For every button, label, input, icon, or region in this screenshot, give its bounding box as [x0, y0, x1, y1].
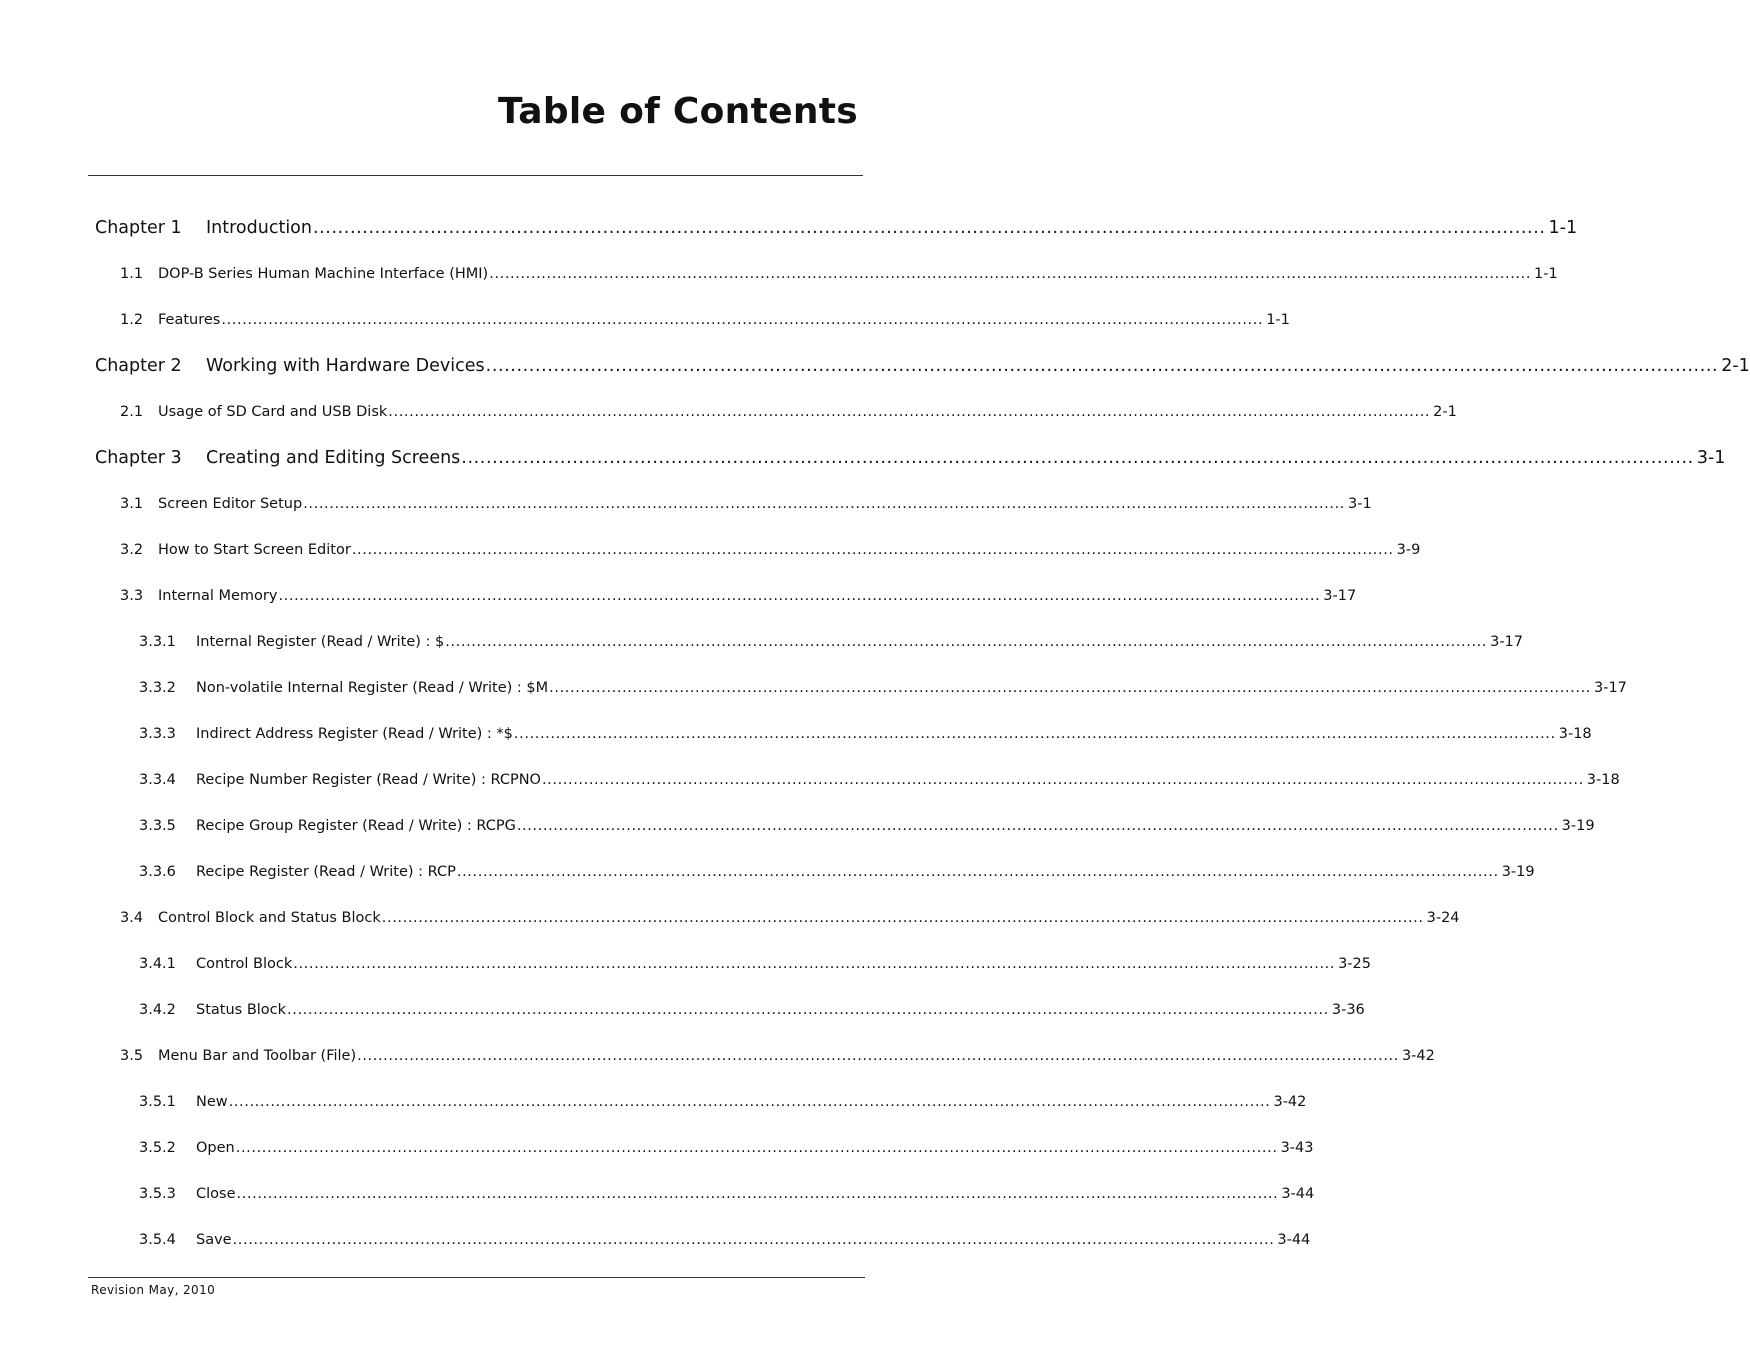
toc-entry-1-1[interactable] [120, 261, 1558, 287]
dot-leader: ........................................................................................................................................................................................................ [513, 726, 1556, 742]
toc-entry-label: Internal Register (Read / Write) : $ [196, 634, 445, 650]
toc-entry-label: Indirect Address Register (Read / Write) : *$ [196, 726, 513, 742]
toc-entry-chapter-2[interactable] [95, 353, 1750, 379]
toc-entry-3-4-2[interactable] [139, 997, 1365, 1023]
toc-entry-number: 3.4.1 [139, 956, 176, 972]
toc-entry-label: Usage of SD Card and USB Disk [158, 404, 388, 420]
toc-entry-label: Creating and Editing Screens [206, 448, 461, 468]
dot-leader: ........................................................................................................................................................................................................ [351, 542, 1394, 558]
page-title: Table of Contents [498, 91, 858, 132]
toc-entry-number: 3.5.1 [139, 1094, 176, 1110]
toc-entry-page: 3-44 [1277, 1232, 1311, 1248]
toc-entry-label: Control Block and Status Block [158, 910, 381, 926]
toc-entry-number: 3.3.5 [139, 818, 176, 834]
toc-entry-number: 3.1 [120, 496, 144, 512]
toc-entry-number: 1.2 [120, 312, 144, 328]
toc-entry-page: 2-1 [1433, 404, 1457, 420]
toc-entry-page: 3-17 [1594, 680, 1627, 696]
title-divider [88, 175, 863, 176]
toc-entry-number: 1.1 [120, 266, 144, 282]
toc-entry-3-3-3[interactable] [139, 721, 1592, 747]
toc-entry-label: Recipe Register (Read / Write) : RCP [196, 864, 456, 880]
toc-entry-label: Non-volatile Internal Register (Read / Write) : $M [196, 680, 549, 696]
toc-entry-page: 3-42 [1273, 1094, 1307, 1110]
toc-entry-3-5-4[interactable] [139, 1227, 1311, 1253]
toc-entry-page: 1-1 [1534, 266, 1558, 282]
dot-leader: ........................................................................................................................................................................................................ [461, 448, 1694, 468]
toc-entry-chapter-1[interactable] [95, 215, 1578, 241]
dot-leader: ........................................................................................................................................................................................................ [312, 218, 1546, 238]
toc-entry-label: Recipe Group Register (Read / Write) : RCPG [196, 818, 516, 834]
dot-leader: ........................................................................................................................................................................................................ [278, 588, 1321, 604]
toc-entry-3-5-2[interactable] [139, 1135, 1314, 1161]
toc-entry-3-3-5[interactable] [139, 813, 1595, 839]
toc-entry-page: 2-1 [1721, 356, 1750, 376]
dot-leader: ........................................................................................................................................................................................................ [381, 910, 1424, 926]
toc-entry-label: New [196, 1094, 228, 1110]
dot-leader: ........................................................................................................................................................................................................ [388, 404, 1431, 420]
dot-leader: ........................................................................................................................................................................................................ [485, 356, 1719, 376]
toc-entry-page: 3-19 [1561, 818, 1595, 834]
toc-entry-page: 3-1 [1696, 448, 1726, 468]
toc-entry-number: 3.3.3 [139, 726, 176, 742]
dot-leader: ........................................................................................................................................................................................................ [232, 1232, 1275, 1248]
dot-leader: ........................................................................................................................................................................................................ [235, 1140, 1278, 1156]
toc-entry-number: 2.1 [120, 404, 144, 420]
toc-entry-number: 3.5.4 [139, 1232, 176, 1248]
toc-entry-number: 3.2 [120, 542, 144, 558]
toc-entry-3-5-3[interactable] [139, 1181, 1315, 1207]
toc-entry-page: 3-25 [1338, 956, 1371, 972]
toc-entry-label: Working with Hardware Devices [206, 356, 485, 376]
toc-entry-number: 3.3.1 [139, 634, 176, 650]
toc-entry-label: Features [158, 312, 221, 328]
dot-leader: ........................................................................................................................................................................................................ [287, 1002, 1329, 1018]
toc-entry-number: 3.5 [120, 1048, 144, 1064]
dot-leader: ........................................................................................................................................................................................................ [549, 680, 1591, 696]
toc-entry-label: Recipe Number Register (Read / Write) : RCPNO [196, 772, 541, 788]
toc-entry-3-4-1[interactable] [139, 951, 1371, 977]
toc-entry-1-2[interactable] [120, 307, 1290, 333]
dot-leader: ........................................................................................................................................................................................................ [541, 772, 1584, 788]
toc-entry-number: Chapter 3 [95, 448, 182, 468]
toc-entry-label: DOP-B Series Human Machine Interface (HMI) [158, 266, 489, 282]
footer-revision: Revision May, 2010 [91, 1283, 216, 1297]
toc-entry-3-3-2[interactable] [139, 675, 1627, 701]
toc-entry-label: Status Block [196, 1002, 287, 1018]
dot-leader: ........................................................................................................................................................................................................ [303, 496, 1346, 512]
toc-entry-3-5-1[interactable] [139, 1089, 1307, 1115]
dot-leader: ........................................................................................................................................................................................................ [228, 1094, 1271, 1110]
toc-entry-label: Control Block [196, 956, 293, 972]
dot-leader: ........................................................................................................................................................................................................ [293, 956, 1336, 972]
toc-entry-number: 3.4 [120, 910, 144, 926]
toc-entry-3-3-4[interactable] [139, 767, 1620, 793]
toc-entry-label: Save [196, 1232, 232, 1248]
toc-entry-label: Introduction [206, 218, 312, 238]
toc-entry-page: 3-19 [1501, 864, 1535, 880]
toc-entry-number: 3.5.3 [139, 1186, 176, 1202]
dot-leader: ........................................................................................................................................................................................................ [456, 864, 1499, 880]
toc-entry-page: 3-24 [1426, 910, 1460, 926]
toc-entry-page: 3-43 [1280, 1140, 1314, 1156]
toc-entry-number: 3.5.2 [139, 1140, 176, 1156]
toc-entry-page: 3-42 [1401, 1048, 1435, 1064]
dot-leader: ........................................................................................................................................................................................................ [516, 818, 1559, 834]
toc-entry-page: 1-1 [1266, 312, 1290, 328]
toc-entry-number: 3.4.2 [139, 1002, 176, 1018]
toc-entry-label: Screen Editor Setup [158, 496, 303, 512]
toc-entry-number: 3.3.2 [139, 680, 176, 696]
dot-leader: ........................................................................................................................................................................................................ [357, 1048, 1399, 1064]
toc-entry-3-3-1[interactable] [139, 629, 1524, 655]
toc-entry-label: Menu Bar and Toolbar (File) [158, 1048, 357, 1064]
toc-entry-3-2[interactable] [120, 537, 1421, 563]
toc-entry-label: How to Start Screen Editor [158, 542, 351, 558]
toc-entry-page: 3-44 [1281, 1186, 1315, 1202]
dot-leader: ........................................................................................................................................................................................................ [221, 312, 1264, 328]
toc-entry-2-1[interactable] [120, 399, 1457, 425]
dot-leader: ........................................................................................................................................................................................................ [489, 266, 1532, 282]
toc-entry-3-3-6[interactable] [139, 859, 1535, 885]
toc-entry-number: 3.3 [120, 588, 144, 604]
toc-entry-page: 3-9 [1396, 542, 1421, 558]
toc-entry-number: Chapter 1 [95, 218, 182, 238]
toc-entry-label: Open [196, 1140, 235, 1156]
toc-entry-3-4[interactable] [120, 905, 1460, 931]
toc-entry-3-3[interactable] [120, 583, 1357, 609]
toc-entry-page: 3-17 [1490, 634, 1524, 650]
toc-entry-page: 3-1 [1348, 496, 1372, 512]
toc-entry-page: 3-18 [1586, 772, 1620, 788]
toc-entry-number: 3.3.4 [139, 772, 176, 788]
footer-divider [88, 1277, 865, 1278]
dot-leader: ........................................................................................................................................................................................................ [236, 1186, 1279, 1202]
toc-entry-page: 3-17 [1323, 588, 1357, 604]
toc-entry-number: 3.3.6 [139, 864, 176, 880]
toc-entry-label: Internal Memory [158, 588, 278, 604]
toc-entry-page: 3-36 [1331, 1002, 1365, 1018]
toc-entry-page: 3-18 [1558, 726, 1592, 742]
dot-leader: ........................................................................................................................................................................................................ [445, 634, 1488, 650]
toc-entry-page: 1-1 [1548, 218, 1578, 238]
toc-entry-3-5[interactable] [120, 1043, 1435, 1069]
toc-entry-label: Close [196, 1186, 236, 1202]
toc-entry-3-1[interactable] [120, 491, 1372, 517]
toc-entry-number: Chapter 2 [95, 356, 182, 376]
toc-entry-chapter-3[interactable] [95, 445, 1726, 471]
